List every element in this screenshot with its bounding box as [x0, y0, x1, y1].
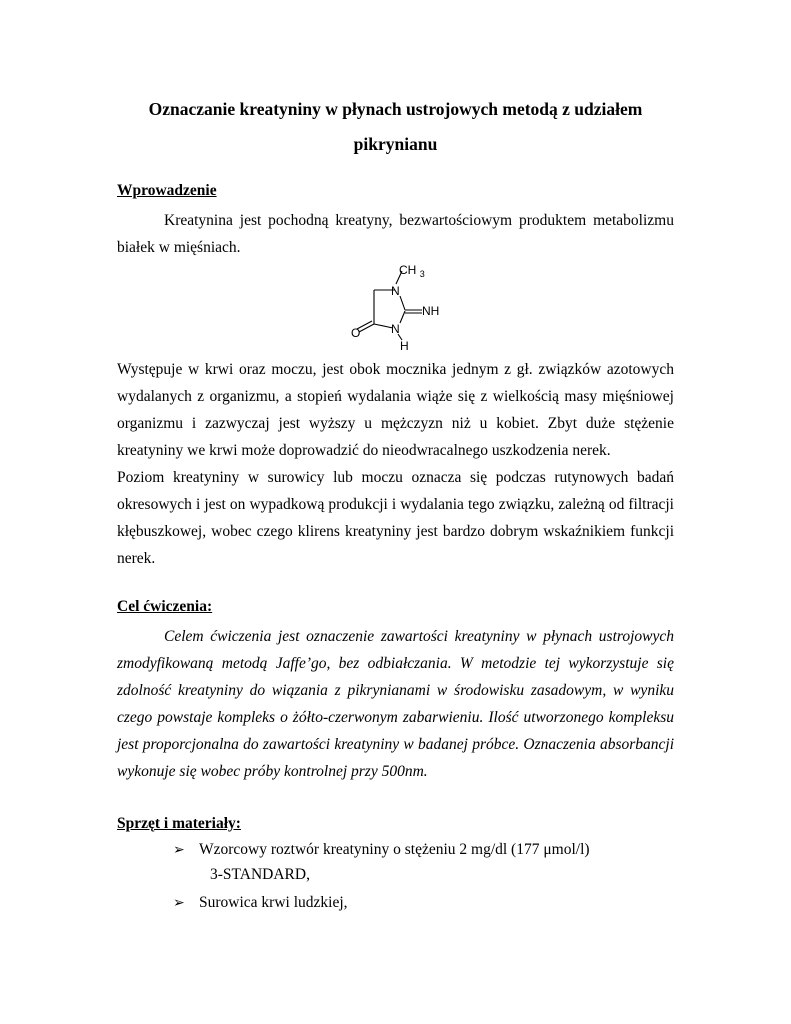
n3-label: N: [391, 322, 400, 336]
document-title: Oznaczanie kreatyniny w płynach ustrojowych metodą z udziałem pikrynianu: [148, 99, 643, 154]
methyl-label: CH $_3$: [399, 263, 425, 279]
intro-paragraph-1: Kreatynina jest pochodną kreatyny, bezwartościowym produktem metabolizmu białek w mięśniach.: [117, 212, 674, 256]
intro-paragraph-3: Poziom kreatyniny w surowicy lub moczu oznacza się podczas rutynowych badań okresowych i jest on wypadkową produkcji i wydalania tego związku, zależną od filtracji kłębuszkowej, wobec czego klirens kreatyniny jest bardzo dobrym wskaźnikiem funkcji nerek.: [117, 469, 674, 567]
bullet-arrow-icon: ➢: [173, 843, 185, 858]
goal-paragraph: Celem ćwiczenia jest oznaczenie zawartości kreatyniny w płynach ustrojowych zmodyfikowaną metodą Jaffe’go, bez odbiałczania. W metodzie tej wykorzystuje się zdolność kreatyniny do wiązania z pikrynianami w środowisku zasadowym, w wyniku czego powstaje kompleks o żółto-czerwonym zabarwieniu. Ilość utworzonego kompleksu jest proporcjonalna do zawartości kreatyniny w badanej próbce. Oznaczenia absorbancji wykonuje się wobec próby kontrolnej przy 500nm.: [117, 628, 674, 780]
section-heading-intro: Wprowadzenie: [117, 182, 217, 199]
n1-label: N: [391, 284, 400, 298]
oxygen-label: O: [351, 326, 361, 340]
creatinine-structure-diagram: [338, 258, 458, 354]
list-item: [173, 893, 348, 914]
section-heading-equipment: Sprzęt i materiały:: [117, 815, 241, 832]
list-item: [173, 840, 590, 861]
h-label: H: [400, 339, 409, 353]
bond-n1-c2: [400, 296, 405, 310]
section-heading-goal: Cel ćwiczenia:: [117, 598, 213, 615]
list-item-text: Wzorcowy roztwór kreatyniny o stężeniu 2 mg/dl (177 μmol/l): [199, 841, 590, 858]
bond-c2-n3: [400, 311, 405, 323]
bullet-arrow-icon: ➢: [173, 896, 185, 911]
imine-label: NH: [422, 304, 440, 318]
intro-paragraph-2: Występuje w krwi oraz moczu, jest obok mocznika jednym z gł. związków azotowych wydalanych z organizmu, a stopień wydalania wiąże się z wielkością masy mięśniowej organizmu i zazwyczaj jest wyższy u mężczyzn niż u kobiet. Zbyt duże stężenie kreatyniny we krwi może doprowadzić do nieodwracalnego uszkodzenia nerek.: [117, 361, 674, 459]
list-item-subtext: 3-STANDARD,: [210, 866, 310, 883]
list-item-text: Surowica krwi ludzkiej,: [199, 894, 348, 911]
bond-carbonyl-1: [359, 324, 374, 332]
